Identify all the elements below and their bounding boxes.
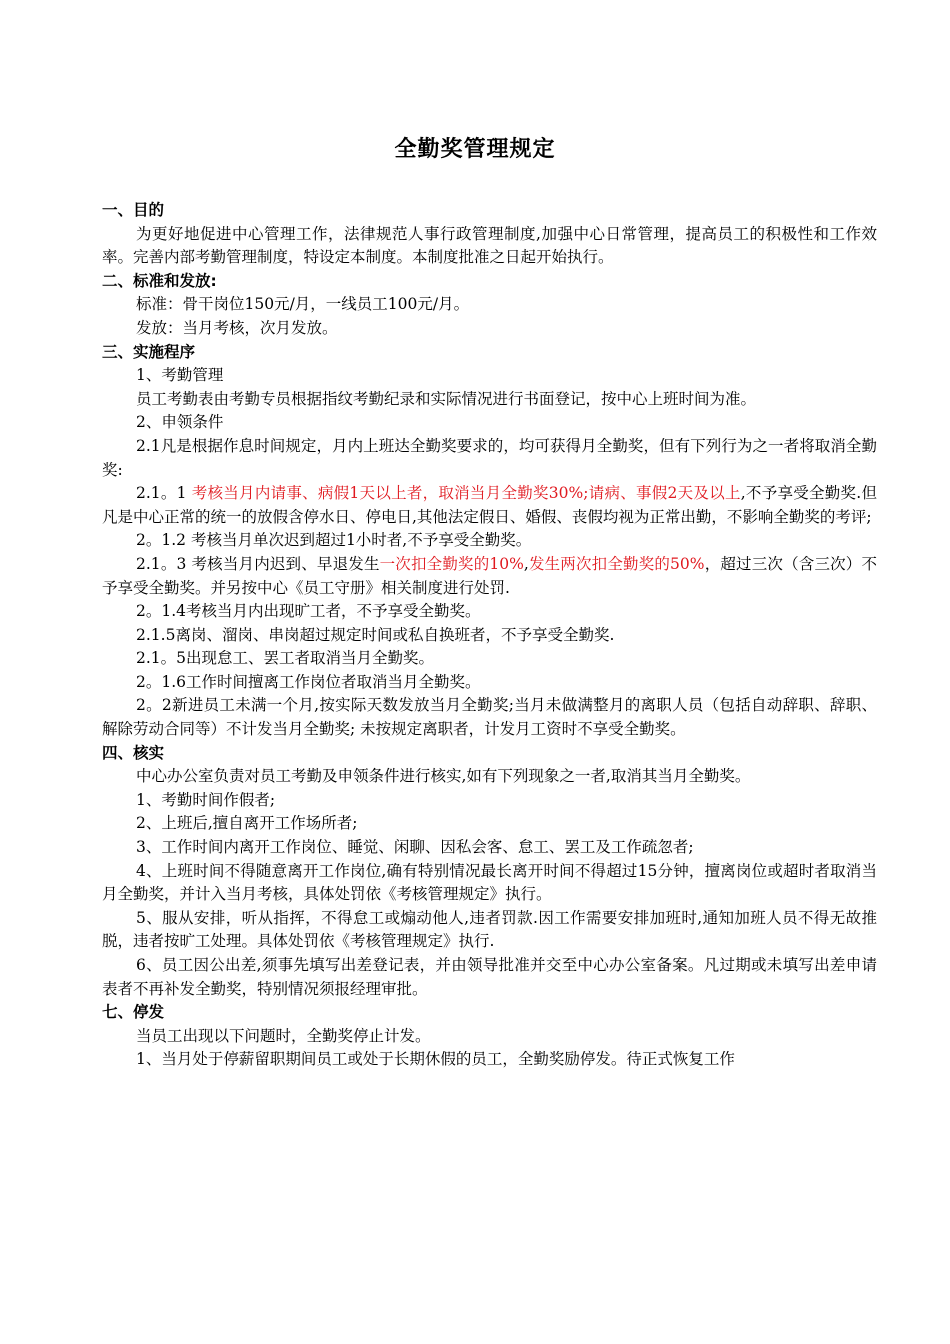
verification-item-5: 5、服从安排，听从指挥，不得怠工或煽动他人,违者罚款.因工作需要安排加班时,通知加班人员不得无故推脱，违者按旷工处理。具体处罚依《考核管理规定》执行. xyxy=(102,908,877,951)
clause-2-1-6: 2。1.6工作时间擅离工作岗位者取消当月全勤奖。 xyxy=(136,672,481,691)
document-body xyxy=(102,199,877,1072)
clause-2-1-3-separator: , xyxy=(523,554,529,573)
clause-2-1-5b: 2.1。5出现怠工、罢工者取消当月全勤奖。 xyxy=(136,649,435,668)
clause-2-1-1-rest: ,不予享受全勤奖.但凡是中心正常的统一的放假含停水日、停电日,其他法定假日、婚假、丧假均视为正常出勤，不影响全勤奖的考评; xyxy=(102,484,877,526)
verification-item-3: 3、工作时间内离开工作岗位、睡觉、闲聊、因私会客、怠工、罢工及工作疏忽者; xyxy=(136,838,694,857)
verification-item-2: 2、上班后,擅自离开工作场所者; xyxy=(136,814,358,833)
clause-2-1-5: 2.1.5离岗、溜岗、串岗超过规定时间或私自换班者，不予享受全勤奖. xyxy=(136,625,615,644)
issue-line: 发放：当月考核，次月发放。 xyxy=(136,318,338,337)
subheading-conditions: 2、申领条件 xyxy=(136,413,224,432)
clause-2-1-4: 2。1.4考核当月内出现旷工者，不予享受全勤奖。 xyxy=(136,602,481,621)
standard-line: 标准：骨干岗位150元/月，一线员工100元/月。 xyxy=(136,295,470,314)
clause-2-1-3-start: 2.1。3 考核当月内迟到、早退发生 xyxy=(136,554,380,573)
document-title: 全勤奖管理规定 xyxy=(394,137,556,162)
clause-2-1-2: 2。1.2 考核当月单次迟到超过1小时者,不予享受全勤奖。 xyxy=(136,531,532,550)
suspension-intro: 当员工出现以下问题时，全勤奖停止计发。 xyxy=(136,1026,431,1045)
verification-intro: 中心办公室负责对员工考勤及申领条件进行核实,如有下列现象之一者,取消其当月全勤奖。 xyxy=(136,767,751,786)
verification-item-4: 4、上班时间不得随意离开工作岗位,确有特别情况最长离开时间不得超过15分钟，擅离岗位或超时者取消当月全勤奖，并计入当月考核，具体处罚依《考核管理规定》执行。 xyxy=(102,861,877,904)
suspension-item-1: 1、当月处于停薪留职期间员工或处于长期休假的员工，全勤奖励停发。待正式恢复工作 xyxy=(136,1050,735,1069)
section-heading-procedure: 三、实施程序 xyxy=(102,342,196,361)
clause-2-1-3 xyxy=(102,553,877,600)
attendance-paragraph: 员工考勤表由考勤专员根据指纹考勤纪录和实际情况进行书面登记，按中心上班时间为准。 xyxy=(136,389,757,408)
clause-2-1-3-rest: ，超过三次（含三次）不予享受全勤奖。并另按中心《员工守册》相关制度进行处罚. xyxy=(102,554,877,597)
clause-2-1-3-highlight-2: 发生两次扣全勤奖的50% xyxy=(528,554,705,573)
section-heading-verification: 四、核实 xyxy=(102,743,165,762)
clause-2-1-1-number: 2.1。1 xyxy=(136,484,192,503)
clause-2-1: 2.1凡是根据作息时间规定，月内上班达全勤奖要求的，均可获得月全勤奖，但有下列行为之一者将取消全勤奖: xyxy=(102,436,877,479)
clause-2-1-1-highlight: 考核当月内请事、病假1天以上者，取消当月全勤奖30%;请病、事假2天及以上 xyxy=(191,484,741,503)
clause-2-1-3-highlight-1: 一次扣全勤奖的10% xyxy=(379,554,524,573)
clause-2-2: 2。2新进员工未满一个月,按实际天数发放当月全勤奖;当月未做满整月的离职人员（包括自动辞职、辞职、解除劳动合同等）不计发当月全勤奖; 未按规定离职者，计发月工资时不享受全勤奖。 xyxy=(102,696,877,739)
subheading-attendance: 1、考勤管理 xyxy=(136,366,224,385)
section-heading-suspension: 七、停发 xyxy=(102,1003,165,1022)
section-heading-standard: 二、标准和发放: xyxy=(102,271,217,290)
section-heading-purpose: 一、目的 xyxy=(102,201,165,219)
clause-2-1-1 xyxy=(102,482,877,529)
verification-item-1: 1、考勤时间作假者; xyxy=(136,790,276,809)
purpose-paragraph: 为更好地促进中心管理工作，法律规范人事行政管理制度,加强中心日常管理，提高员工的积极性和工作效率。完善内部考勤管理制度，特设定本制度。本制度批准之日起开始执行。 xyxy=(102,224,877,267)
verification-item-6: 6、员工因公出差,须事先填写出差登记表，并由领导批准并交至中心办公室备案。凡过期或未填写出差申请表者不再补发全勤奖，特别情况须报经理审批。 xyxy=(102,956,877,998)
